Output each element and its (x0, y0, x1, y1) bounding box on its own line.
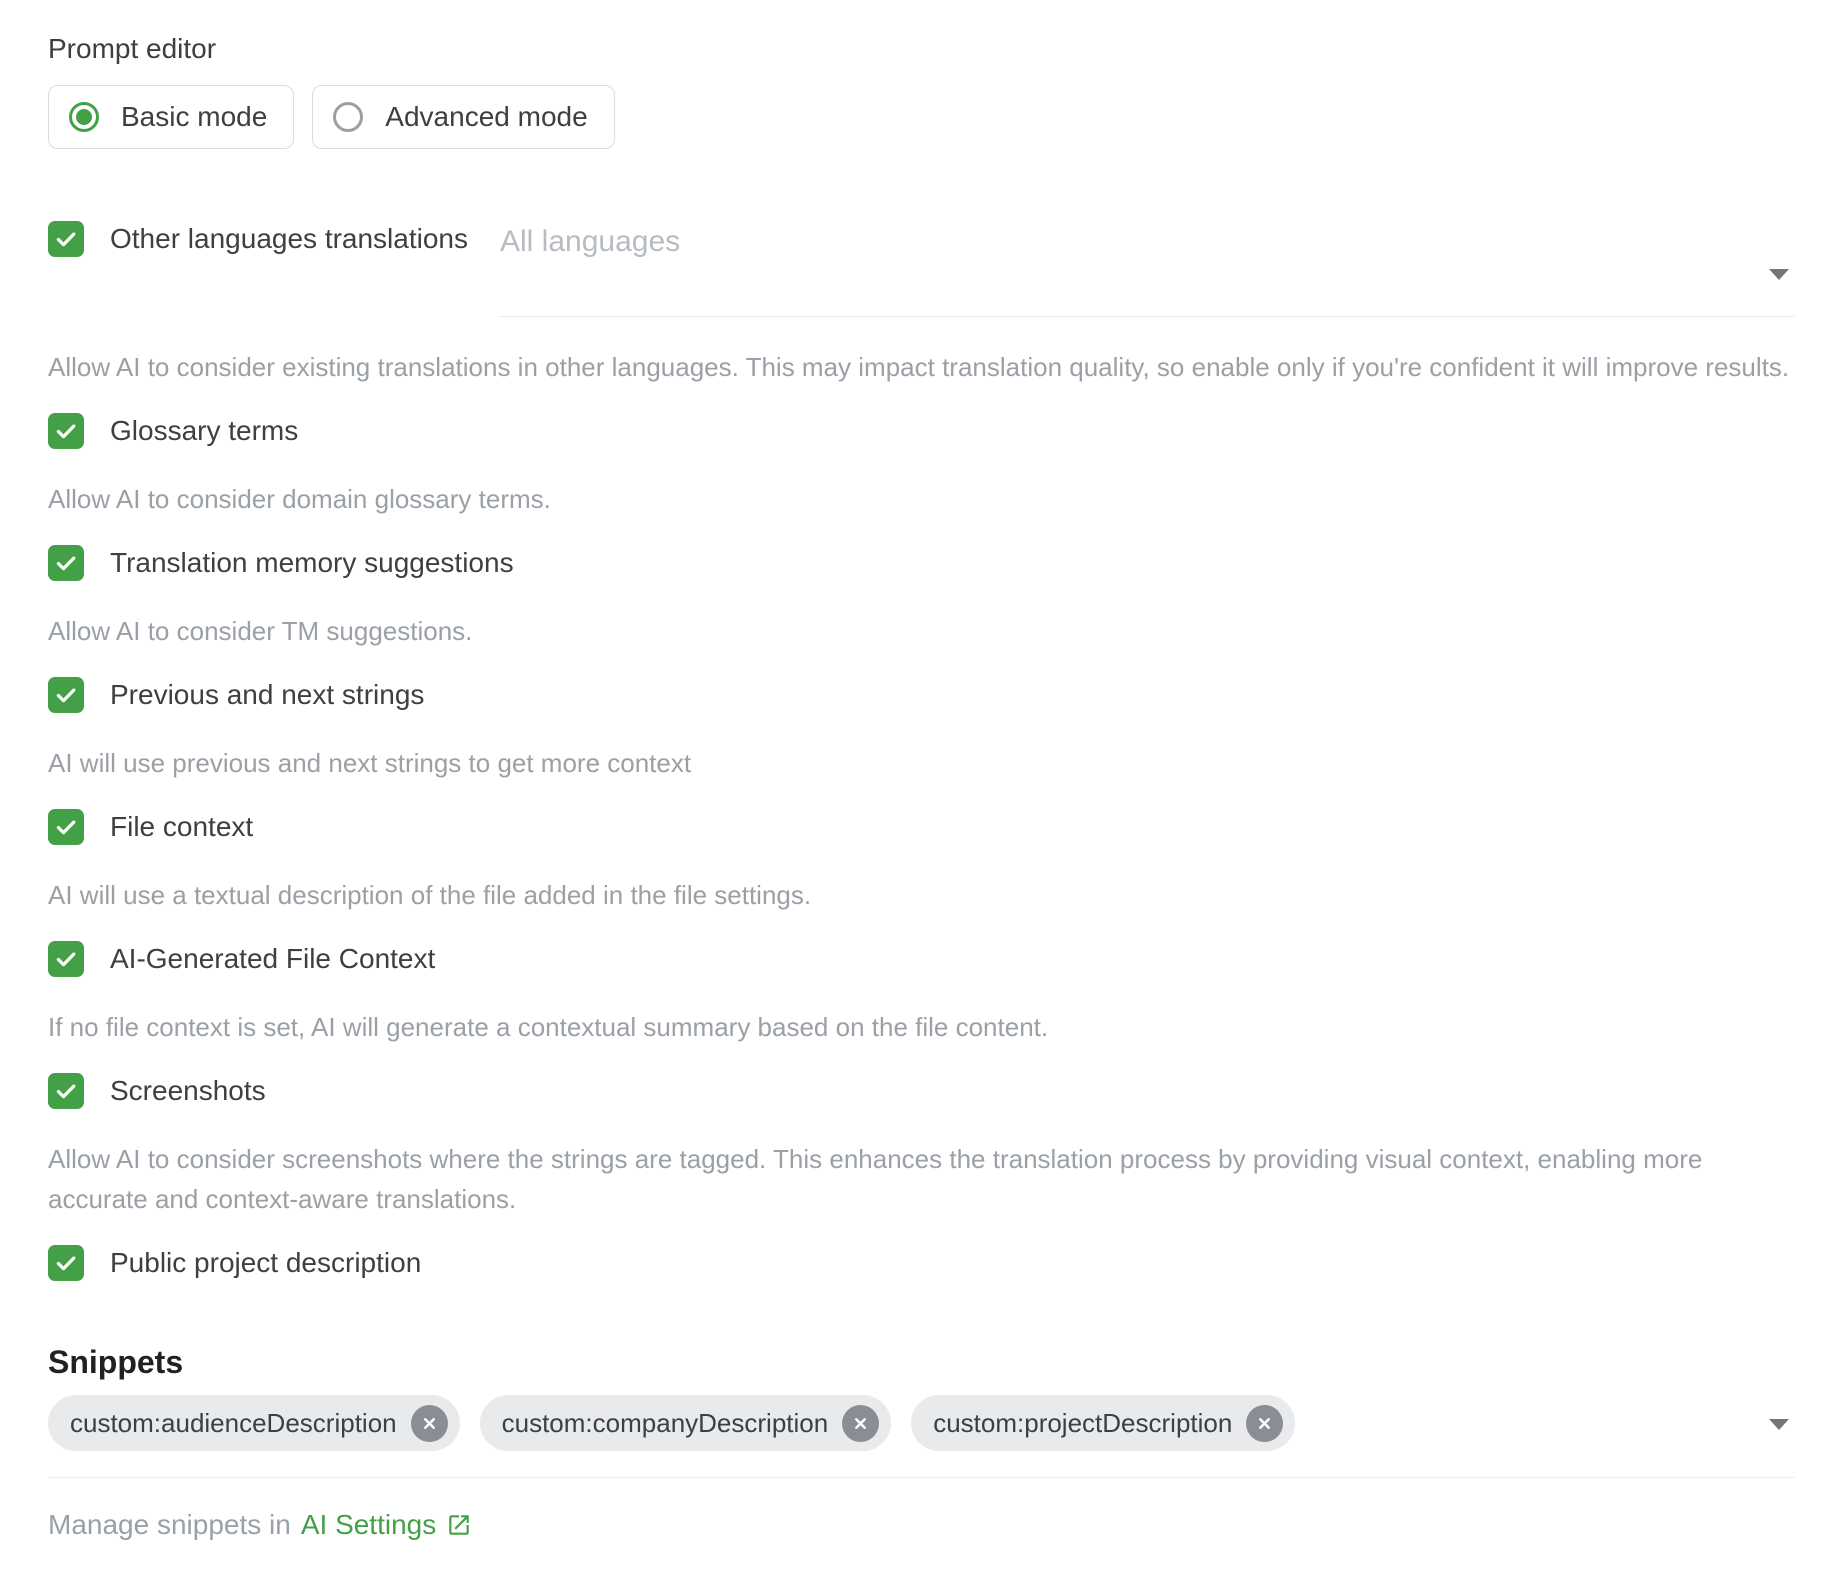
snippets-select-field[interactable] (48, 1395, 1795, 1478)
previous-next-strings-checkbox[interactable] (48, 677, 84, 713)
snippet-chip-label: custom:audienceDescription (70, 1407, 397, 1438)
option-previous-next-strings (48, 677, 1795, 783)
prompt-editor-mode-group (48, 85, 1795, 149)
previous-next-strings-label: Previous and next strings (110, 679, 425, 710)
check-icon (53, 1250, 79, 1276)
ai-generated-file-context-checkbox[interactable] (48, 941, 84, 977)
other-languages-description: Allow AI to consider existing translations in other languages. This may impact translation quality, so enable only if you're confident it will improve results. (48, 352, 1790, 382)
public-project-description-label: Public project description (110, 1247, 422, 1278)
check-icon (53, 550, 79, 576)
snippet-chip-audience (48, 1395, 460, 1451)
advanced-mode-radio-card[interactable] (312, 85, 614, 149)
radio-selected-icon (69, 102, 99, 132)
option-glossary-terms (48, 413, 1795, 519)
remove-snippet-icon[interactable] (411, 1405, 448, 1442)
remove-snippet-icon[interactable] (842, 1405, 879, 1442)
snippet-chip-label: custom:companyDescription (501, 1407, 829, 1438)
ai-settings-link-label: AI Settings (300, 1509, 437, 1540)
external-link-icon (446, 1512, 472, 1538)
translation-memory-description: Allow AI to consider TM suggestions. (48, 616, 473, 646)
option-file-context (48, 809, 1795, 915)
option-ai-generated-file-context (48, 941, 1795, 1047)
check-icon (53, 418, 79, 444)
file-context-label: File context (110, 811, 254, 842)
all-languages-select[interactable] (500, 221, 1795, 317)
manage-snippets-text: Manage snippets in (48, 1509, 291, 1540)
file-context-checkbox[interactable] (48, 809, 84, 845)
public-project-description-checkbox[interactable] (48, 1245, 84, 1281)
prompt-editor-title: Prompt editor (48, 33, 217, 64)
all-languages-placeholder: All languages (500, 225, 681, 258)
check-icon (53, 814, 79, 840)
ai-settings-link[interactable] (301, 1508, 472, 1542)
previous-next-strings-description: AI will use previous and next strings to get more context (48, 748, 692, 778)
screenshots-description: Allow AI to consider screenshots where the strings are tagged. This enhances the translation process by providing visual context, enabling more accurate and context-aware translations. (48, 1144, 1703, 1214)
option-other-languages (48, 221, 1795, 387)
glossary-terms-checkbox[interactable] (48, 413, 84, 449)
other-languages-label: Other languages translations (110, 223, 468, 254)
snippet-chip-company (480, 1395, 892, 1451)
translation-memory-checkbox[interactable] (48, 545, 84, 581)
glossary-terms-label: Glossary terms (110, 415, 299, 446)
snippet-chip-label: custom:projectDescription (933, 1407, 1233, 1438)
manage-snippets-row (48, 1508, 1795, 1542)
chevron-down-icon (1769, 1419, 1789, 1430)
file-context-description: AI will use a textual description of the file added in the file settings. (48, 880, 812, 910)
option-public-project-description (48, 1245, 1795, 1281)
chevron-down-icon (1769, 269, 1789, 280)
snippet-chip-project (911, 1395, 1295, 1451)
snippets-heading: Snippets (48, 1344, 184, 1380)
basic-mode-radio-card[interactable] (48, 85, 294, 149)
advanced-mode-label: Advanced mode (385, 101, 588, 132)
ai-generated-file-context-label: AI-Generated File Context (110, 943, 436, 974)
basic-mode-label: Basic mode (121, 101, 268, 132)
radio-unselected-icon (333, 102, 363, 132)
remove-snippet-icon[interactable] (1246, 1405, 1283, 1442)
glossary-terms-description: Allow AI to consider domain glossary terms. (48, 484, 551, 514)
check-icon (53, 1078, 79, 1104)
check-icon (53, 682, 79, 708)
translation-memory-label: Translation memory suggestions (110, 547, 514, 578)
ai-generated-file-context-description: If no file context is set, AI will generate a contextual summary based on the file content. (48, 1012, 1049, 1042)
other-languages-checkbox[interactable] (48, 221, 84, 257)
check-icon (53, 226, 79, 252)
screenshots-checkbox[interactable] (48, 1073, 84, 1109)
check-icon (53, 946, 79, 972)
option-screenshots (48, 1073, 1795, 1219)
option-translation-memory (48, 545, 1795, 651)
screenshots-label: Screenshots (110, 1075, 266, 1106)
